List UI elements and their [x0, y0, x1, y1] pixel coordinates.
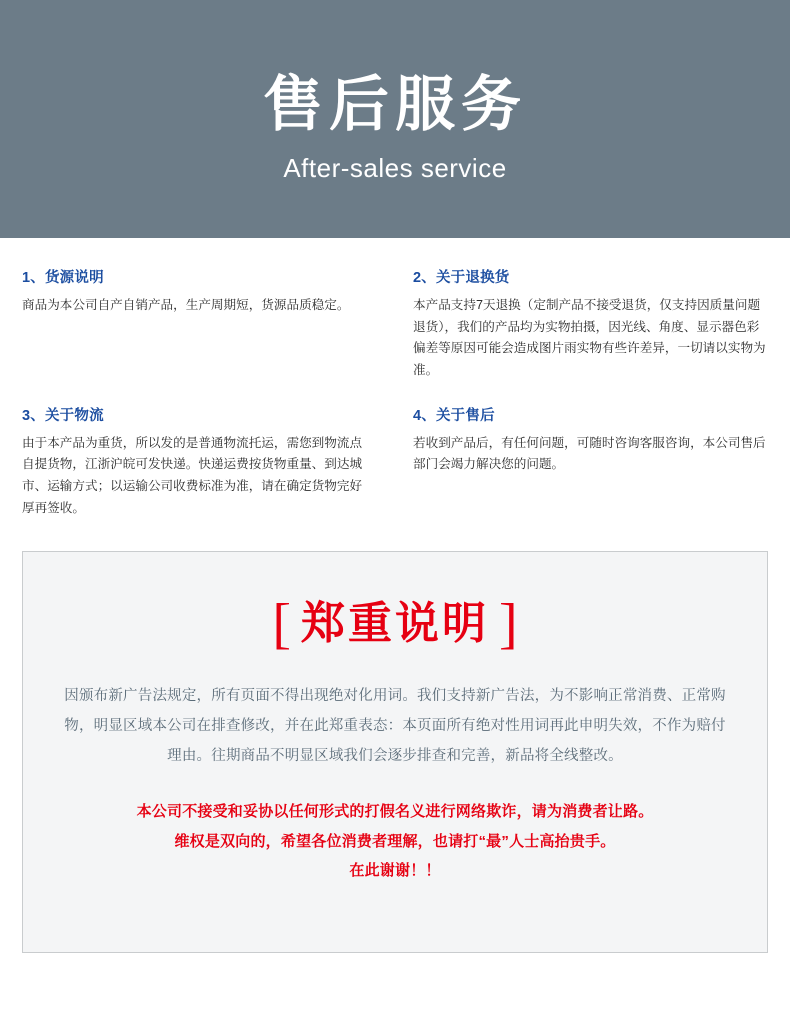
statement-red-line: 在此谢谢！！ [349, 861, 441, 879]
info-block-source [22, 266, 395, 404]
statement-red-notice [57, 797, 733, 885]
statement-red-line: 本公司不接受和妥协以任何形式的打假名义进行网络欺诈，请为消费者让路。 [136, 803, 654, 821]
bracket-left-icon: [ [272, 593, 291, 656]
page-subtitle: After-sales service [283, 153, 507, 183]
statement-box [22, 551, 768, 953]
info-block-body: 由于本产品为重货，所以发的是普通物流托运，需您到物流点自提货物，江浙沪皖可发快递。快递运费按货物重量、到达城市、运输方式；以运输公司收费标准为准，请在确定货物完好厚再签收。 [22, 435, 363, 515]
info-block-aftersales [395, 404, 768, 536]
info-block-body: 本产品支持7天退换（定制产品不接受退货，仅支持因质量问题退货），我们的产品均为实物拍摄，因光线、角度、显示器色彩偏差等原因可能会造成图片雨实物有些许差异，一切请以实物为准。 [413, 298, 766, 377]
info-block-body: 若收到产品后，有任何问题，可随时咨询客服咨询，本公司售后部门会竭力解决您的问题。 [413, 435, 766, 472]
info-block-title: 1、货源说明 [22, 270, 104, 286]
info-block-title: 4、关于售后 [413, 407, 495, 424]
statement-red-line: 维权是双向的，希望各位消费者理解，也请打“最”人士高抬贵手。 [174, 832, 616, 850]
info-block-body: 商品为本公司自产自销产品，生产周期短，货源品质稳定。 [22, 298, 350, 312]
info-block-title: 2、关于退换货 [413, 270, 510, 286]
page-banner [0, 0, 790, 238]
info-block-returns [395, 266, 768, 404]
statement-heading [57, 593, 733, 656]
info-grid [22, 266, 768, 535]
info-block-logistics [22, 404, 395, 536]
info-section [0, 238, 790, 535]
info-block-title: 3、关于物流 [22, 407, 104, 424]
statement-heading-text: 郑重说明 [301, 599, 489, 649]
statement-paragraph: 因颁布新广告法规定，所有页面不得出现绝对化用词。我们支持新广告法，为不影响正常消费、正常购物，明显区域本公司在排查修改，并在此郑重表态：本页面所有绝对性用词再此申明失效，不作为赔付理由。往期商品不明显区域我们会逐步排查和完善，新品将全线整改。 [64, 688, 726, 764]
bracket-right-icon: ] [499, 593, 518, 656]
page-title: 售后服务 [263, 71, 527, 138]
